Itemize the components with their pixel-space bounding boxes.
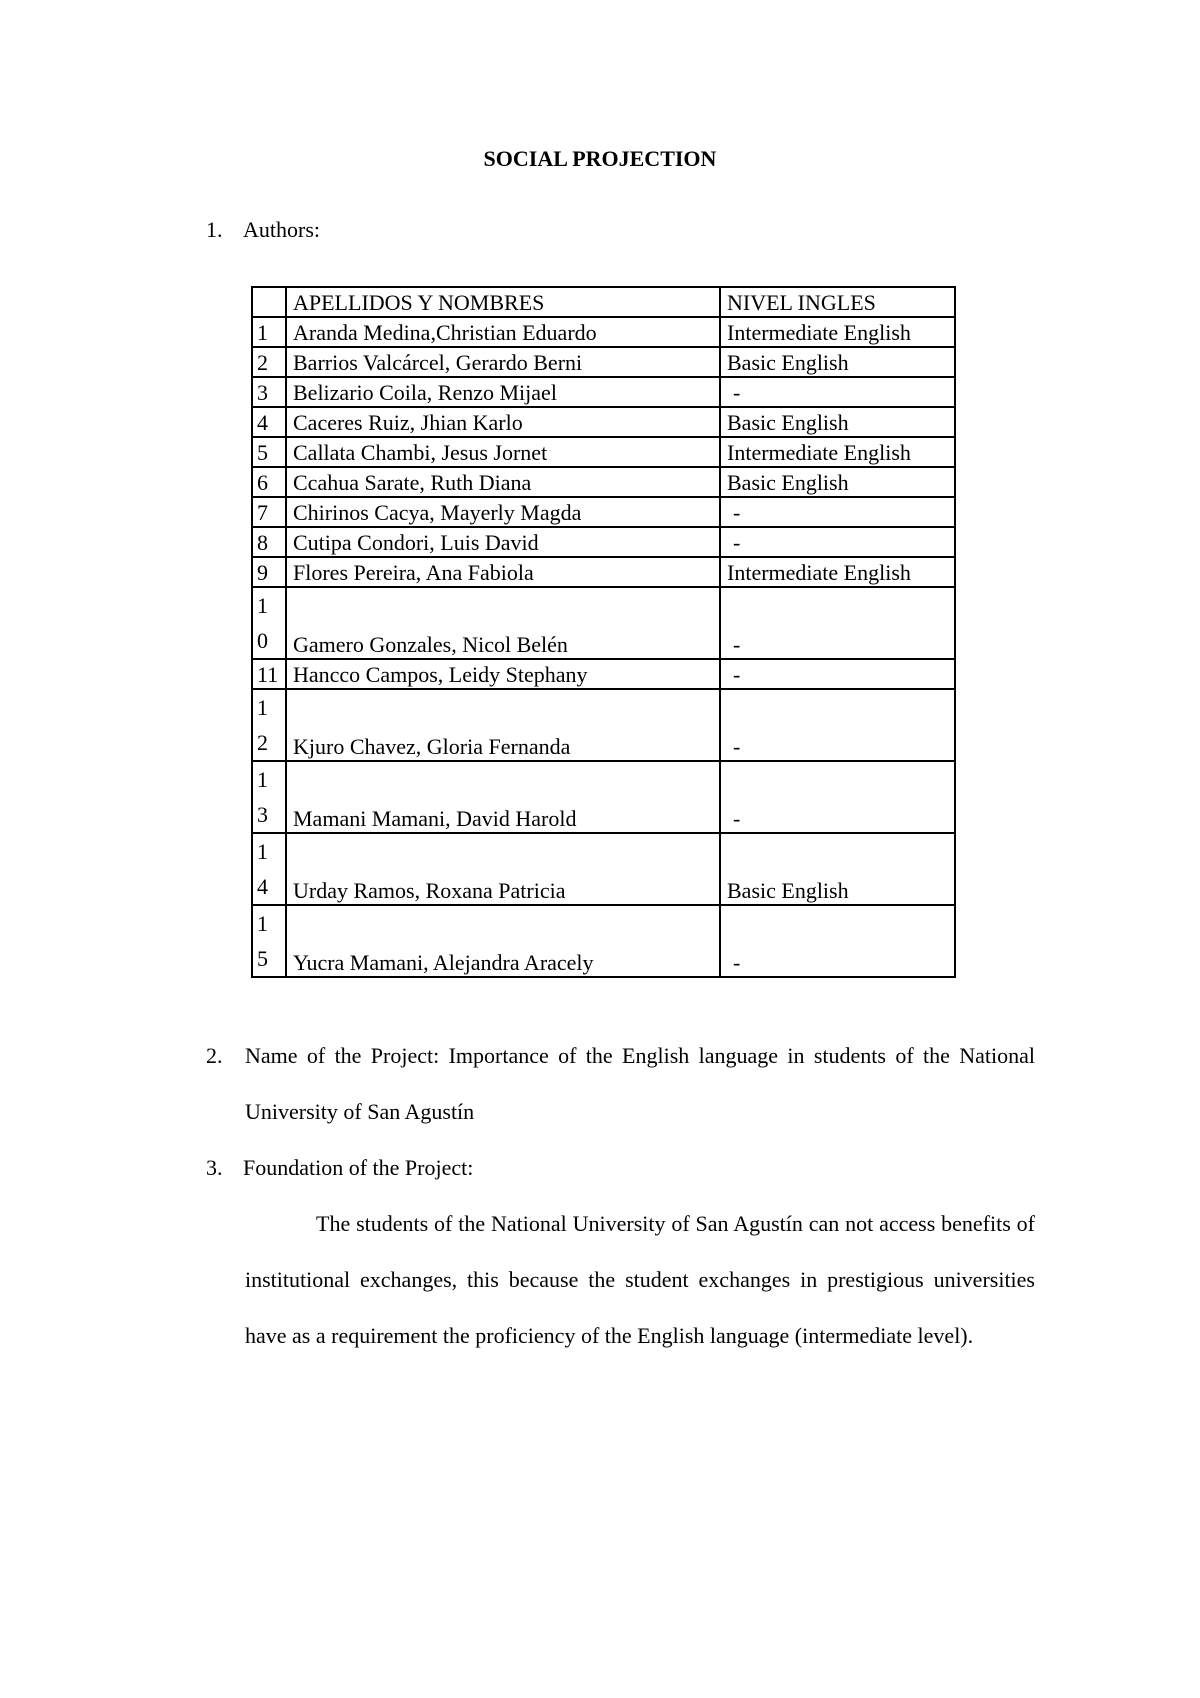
section-number: 1. (206, 217, 223, 242)
author-name: Callata Chambi, Jesus Jornet (286, 437, 720, 467)
table-row (252, 407, 955, 437)
row-number: 5 (252, 437, 286, 467)
column-header-level: NIVEL INGLES (720, 287, 955, 317)
english-level: Basic English (720, 467, 955, 497)
english-level: - (720, 905, 955, 977)
english-level: - (720, 377, 955, 407)
english-level: - (720, 659, 955, 689)
author-name: Aranda Medina,Christian Eduardo (286, 317, 720, 347)
english-level: - (720, 689, 955, 761)
row-number: 1 3 (252, 761, 286, 833)
table-row (252, 587, 955, 659)
author-name: Gamero Gonzales, Nicol Belén (286, 587, 720, 659)
english-level: - (720, 497, 955, 527)
row-number: 1 5 (252, 905, 286, 977)
author-name: Belizario Coila, Renzo Mijael (286, 377, 720, 407)
author-name: Chirinos Cacya, Mayerly Magda (286, 497, 720, 527)
english-level: Basic English (720, 347, 955, 377)
author-name: Caceres Ruiz, Jhian Karlo (286, 407, 720, 437)
english-level: - (720, 527, 955, 557)
author-name: Ccahua Sarate, Ruth Diana (286, 467, 720, 497)
english-level: Intermediate English (720, 317, 955, 347)
table-row (252, 557, 955, 587)
page-title: SOCIAL PROJECTION (483, 146, 717, 171)
row-number: 1 (252, 317, 286, 347)
english-level: Intermediate English (720, 557, 955, 587)
english-level: Intermediate English (720, 437, 955, 467)
section-number: 2. (206, 1043, 223, 1068)
english-level: Basic English (720, 833, 955, 905)
table-header-row (252, 287, 955, 317)
project-name-number (206, 1042, 243, 1070)
row-number: 6 (252, 467, 286, 497)
row-number: 7 (252, 497, 286, 527)
foundation-heading (206, 1154, 473, 1182)
author-name: Cutipa Condori, Luis David (286, 527, 720, 557)
table-row (252, 527, 955, 557)
table-row (252, 761, 955, 833)
foundation-text: The students of the National University of San Agustín can not access benefits of institutional exchanges, this because the student exchanges in prestigious universities have as a requirement the proficiency of the English language (intermediate level). (245, 1211, 1035, 1348)
author-name: Kjuro Chavez, Gloria Fernanda (286, 689, 720, 761)
column-header-name: APELLIDOS Y NOMBRES (286, 287, 720, 317)
row-number: 11 (252, 659, 286, 689)
table-row (252, 437, 955, 467)
table-row (252, 317, 955, 347)
section-number: 3. (206, 1155, 223, 1180)
column-header-num (252, 287, 286, 317)
project-name-text: Name of the Project: Importance of the English language in students of the National University of San Agustín (245, 1043, 1035, 1124)
row-number: 9 (252, 557, 286, 587)
section-label: Foundation of the Project: (243, 1155, 474, 1180)
table-row (252, 497, 955, 527)
row-number: 8 (252, 527, 286, 557)
table-row (252, 905, 955, 977)
row-number: 1 0 (252, 587, 286, 659)
table-row (252, 377, 955, 407)
author-name: Urday Ramos, Roxana Patricia (286, 833, 720, 905)
author-name: Flores Pereira, Ana Fabiola (286, 557, 720, 587)
row-number: 1 2 (252, 689, 286, 761)
table-row (252, 347, 955, 377)
authors-table (251, 286, 956, 978)
table-row (252, 689, 955, 761)
row-number: 1 4 (252, 833, 286, 905)
author-name: Yucra Mamani, Alejandra Aracely (286, 905, 720, 977)
english-level: - (720, 761, 955, 833)
row-number: 2 (252, 347, 286, 377)
table-row (252, 659, 955, 689)
author-name: Hancco Campos, Leidy Stephany (286, 659, 720, 689)
english-level: - (720, 587, 955, 659)
author-name: Barrios Valcárcel, Gerardo Berni (286, 347, 720, 377)
table-row (252, 467, 955, 497)
english-level: Basic English (720, 407, 955, 437)
author-name: Mamani Mamani, David Harold (286, 761, 720, 833)
authors-heading (206, 216, 320, 244)
row-number: 3 (252, 377, 286, 407)
row-number: 4 (252, 407, 286, 437)
section-label: Authors: (243, 217, 320, 242)
table-row (252, 833, 955, 905)
